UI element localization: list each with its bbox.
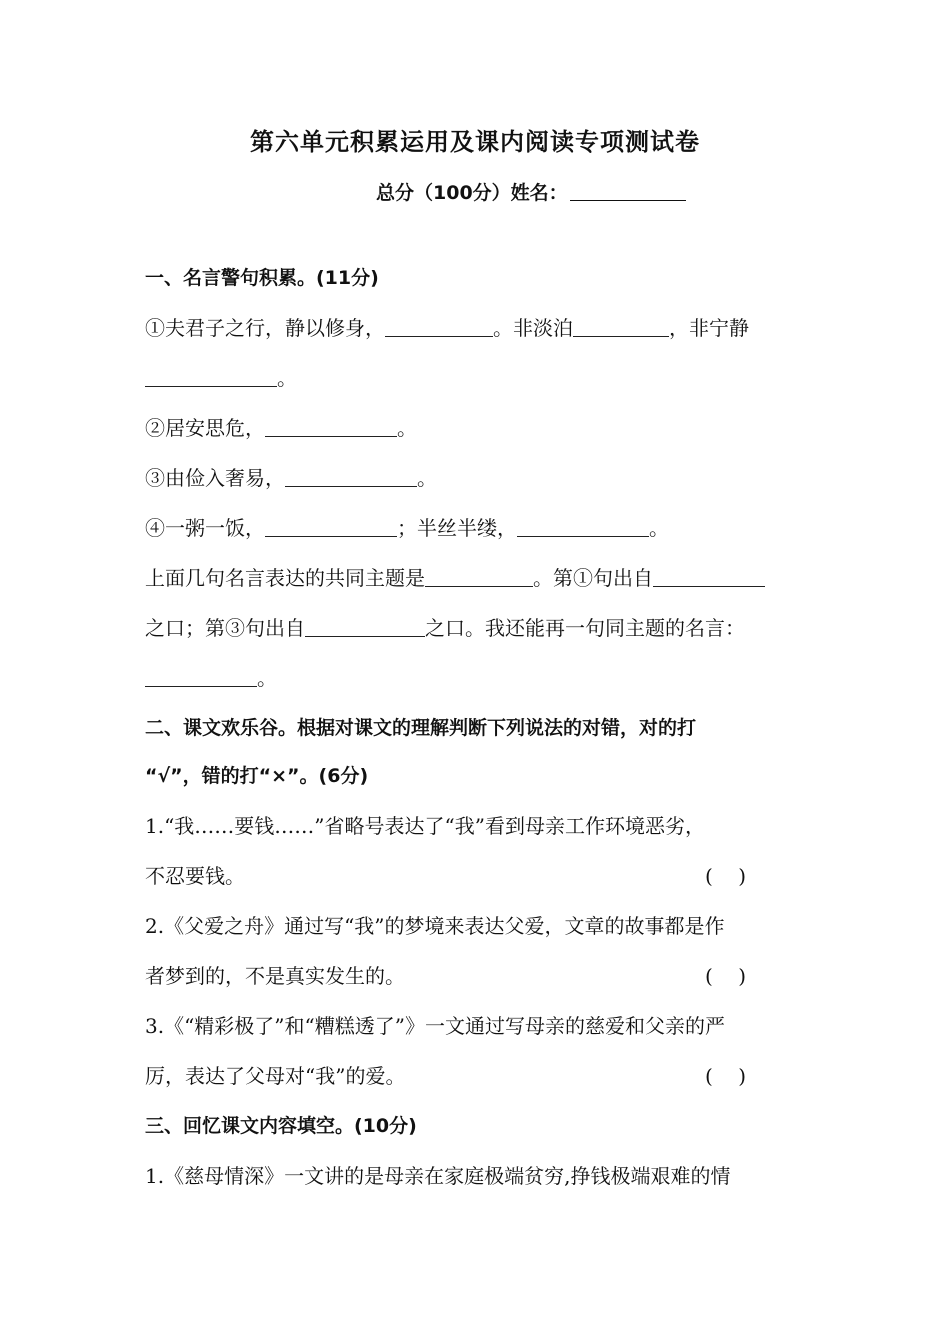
section1-q3 — [145, 464, 437, 492]
theme-blank-4[interactable] — [145, 666, 257, 687]
section2-item1-line1: 1.“我……要钱……”省略号表达了“我”看到母亲工作环境恶劣， — [145, 814, 705, 838]
section3-heading: 三、回忆课文内容填空。(10分) — [145, 1115, 417, 1137]
section2-item2-line2: 者梦到的，不是真实发生的。 — [145, 964, 405, 988]
theme-text-a: 上面几句名言表达的共同主题是 — [145, 566, 425, 590]
section1-q1-line1 — [145, 314, 749, 342]
section1-q2 — [145, 414, 417, 442]
section2-item2-line1: 2.《父爱之舟》通过写“我”的梦境来表达父爱，文章的故事都是作 — [145, 914, 725, 938]
q4-blank-1[interactable] — [265, 516, 397, 537]
q1-text-d: 。 — [277, 366, 297, 390]
q3-blank[interactable] — [285, 466, 417, 487]
q2-text-a: ②居安思危， — [145, 416, 265, 440]
section2-heading-line2: “√”，错的打“×”。(6分) — [145, 765, 369, 787]
answer-paren-1[interactable]: ( ) — [705, 864, 747, 888]
section1-theme-line2 — [145, 614, 745, 642]
q1-text-a: ①夫君子之行，静以修身， — [145, 316, 385, 340]
q1-text-c: ，非宁静 — [669, 316, 749, 340]
score-name-line — [376, 178, 686, 205]
page-title: 第六单元积累运用及课内阅读专项测试卷 — [250, 128, 700, 156]
theme-text-e: 。 — [257, 666, 277, 690]
theme-text-d: 之口。我还能再一句同主题的名言： — [425, 616, 745, 640]
section1-theme-line3 — [145, 664, 277, 692]
q4-text-c: 。 — [649, 516, 669, 540]
answer-paren-3[interactable]: ( ) — [705, 1064, 747, 1088]
q1-text-b: 。非淡泊 — [493, 316, 573, 340]
q1-blank-2[interactable] — [573, 316, 669, 337]
q3-text-b: 。 — [417, 466, 437, 490]
section3-q1-line1: 1.《慈母情深》一文讲的是母亲在家庭极端贫穷,挣钱极端艰难的情 — [145, 1164, 731, 1188]
q2-text-b: 。 — [397, 416, 417, 440]
section1-theme-line1 — [145, 564, 765, 592]
answer-paren-2[interactable]: ( ) — [705, 964, 747, 988]
q4-text-b: ；半丝半缕， — [397, 516, 517, 540]
q2-blank[interactable] — [265, 416, 397, 437]
q4-blank-2[interactable] — [517, 516, 649, 537]
q4-text-a: ④一粥一饭， — [145, 516, 265, 540]
q3-text-a: ③由俭入奢易， — [145, 466, 285, 490]
score-name-label: 总分（100分）姓名： — [376, 182, 568, 204]
theme-blank-3[interactable] — [305, 616, 425, 637]
section1-q1-line2 — [145, 364, 297, 392]
section2-heading-line1: 二、课文欢乐谷。根据对课文的理解判断下列说法的对错，对的打 — [145, 717, 697, 739]
theme-blank-2[interactable] — [653, 566, 765, 587]
theme-blank-1[interactable] — [425, 566, 533, 587]
section1-q4 — [145, 514, 669, 542]
section2-item1-line2: 不忍要钱。 — [145, 864, 245, 888]
q1-blank-1[interactable] — [385, 316, 493, 337]
theme-text-b: 。第①句出自 — [533, 566, 653, 590]
section2-item3-line1: 3.《“精彩极了”和“糟糕透了”》一文通过写母亲的慈爱和父亲的严 — [145, 1014, 725, 1038]
section2-item3-line2: 厉，表达了父母对“我”的爱。 — [145, 1064, 406, 1088]
section1-heading: 一、名言警句积累。(11分) — [145, 267, 379, 289]
q1-blank-3[interactable] — [145, 366, 277, 387]
theme-text-c: 之口；第③句出自 — [145, 616, 305, 640]
name-blank[interactable] — [570, 182, 686, 201]
